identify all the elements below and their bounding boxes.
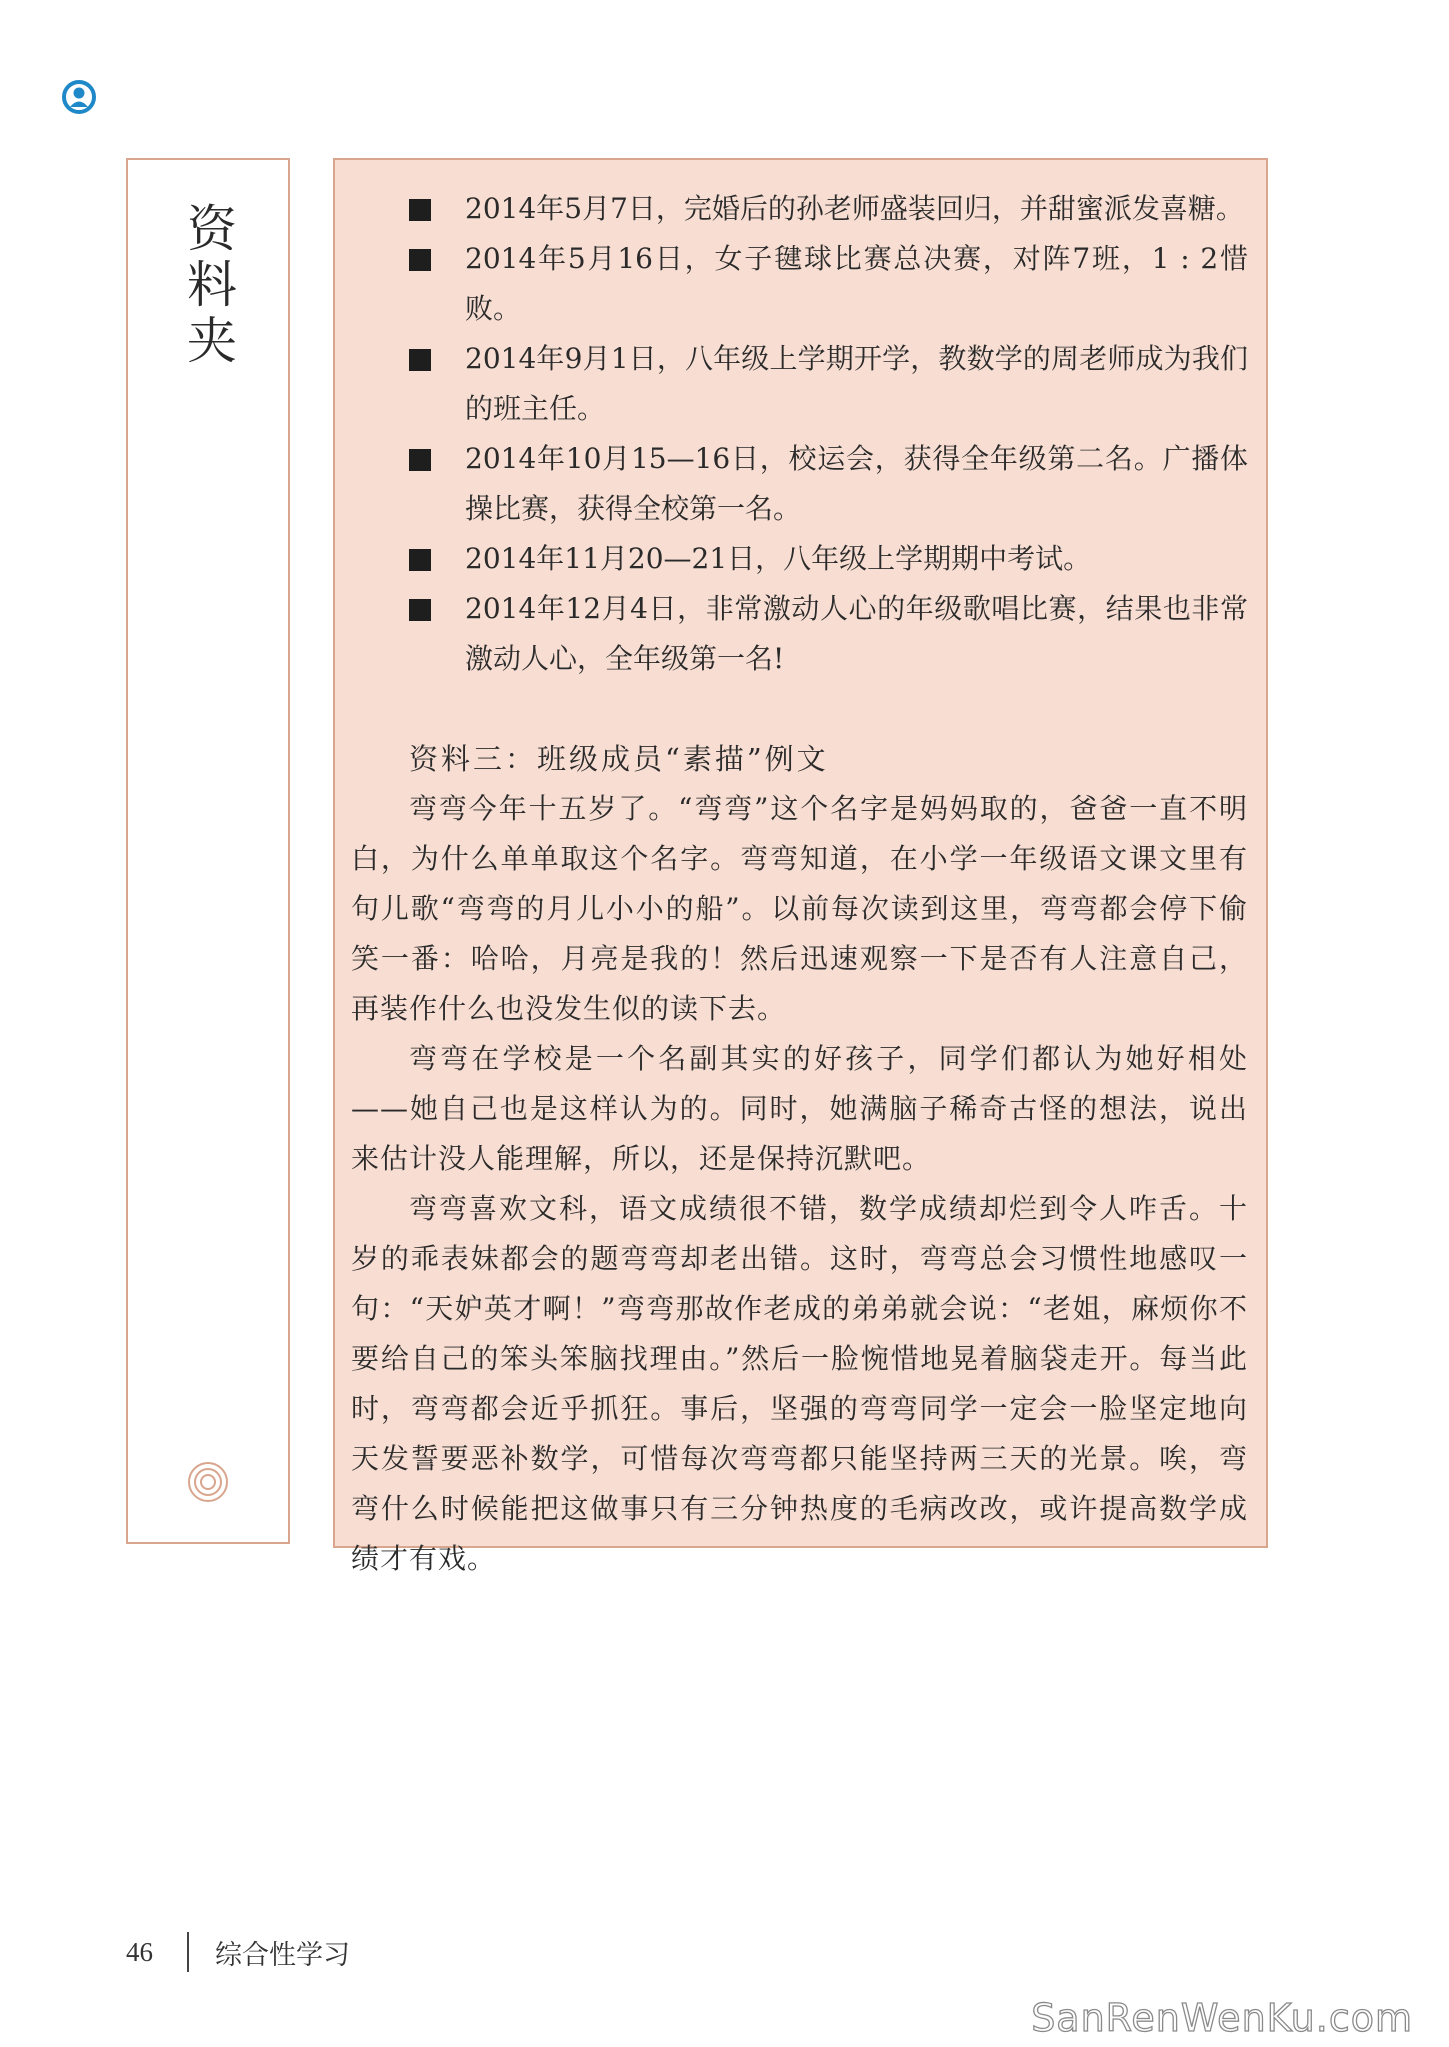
list-item: 2014年5月7日，完婚后的孙老师盛装回归，并甜蜜派发喜糖。 xyxy=(351,184,1248,234)
square-bullet-icon xyxy=(409,349,431,371)
footer-divider xyxy=(187,1932,189,1972)
list-item: 2014年9月1日，八年级上学期开学，教数学的周老师成为我们的班主任。 xyxy=(351,334,1248,434)
content-box xyxy=(333,158,1268,1575)
side-panel xyxy=(126,158,290,1544)
paragraph: 弯弯在学校是一个名副其实的好孩子，同学们都认为她好相处——她自己也是这样认为的。同时，她满脑子稀奇古怪的想法，说出来估计没人能理解，所以，还是保持沉默吧。 xyxy=(351,1042,1248,1175)
square-bullet-icon xyxy=(409,449,431,471)
paragraph: 弯弯今年十五岁了。“弯弯”这个名字是妈妈取的，爸爸一直不明白，为什么单单取这个名字。弯弯知道，在小学一年级语文课文里有句儿歌“弯弯的月儿小小的船”。以前每次读到这里，弯弯都会停下偷笑一番：哈哈，月亮是我的！然后迅速观察一下是否有人注意自己，再装作什么也没发生似的读下去。 xyxy=(351,792,1248,1025)
paragraph: 弯弯喜欢文科，语文成绩很不错，数学成绩却烂到令人咋舌。十岁的乖表妹都会的题弯弯却老出错。这时，弯弯总会习惯性地感叹一句：“天妒英才啊！”弯弯那故作老成的弟弟就会说：“老姐，麻烦你不要给自己的笨头笨脑找理由。”然后一脸惋惜地晃着脑袋走开。每当此时，弯弯都会近乎抓狂。事后，坚强的弯弯同学一定会一脸坚定地向天发誓要恶补数学，可惜每次弯弯都只能坚持两三天的光景。唉，弯弯什么时候能把这做事只有三分钟热度的毛病改改，或许提高数学成绩才有戏。 xyxy=(351,1192,1248,1575)
side-panel-title: 资料夹 xyxy=(179,202,237,370)
list-item: 2014年5月16日，女子毽球比赛总决赛，对阵7班，1 : 2惜败。 xyxy=(351,234,1248,334)
square-bullet-icon xyxy=(409,249,431,271)
list-item: 2014年11月20—21日，八年级上学期期中考试。 xyxy=(351,534,1248,584)
square-bullet-icon xyxy=(409,549,431,571)
list-item: 2014年12月4日，非常激动人心的年级歌唱比赛，结果也非常激动人心，全年级第一名! xyxy=(351,584,1248,684)
person-circle-icon xyxy=(62,80,96,114)
page-number: 46 xyxy=(126,1936,153,1967)
watermark: SanRenWenKu.com xyxy=(1031,1996,1413,2040)
timeline-list xyxy=(351,184,1248,684)
square-bullet-icon xyxy=(409,199,431,221)
page-footer xyxy=(126,1932,350,1972)
footer-section-title: 综合性学习 xyxy=(215,1939,350,1971)
concentric-rings-icon xyxy=(186,1460,230,1504)
square-bullet-icon xyxy=(409,599,431,621)
list-item: 2014年10月15—16日，校运会，获得全年级第二名。广播体操比赛，获得全校第一名。 xyxy=(351,434,1248,534)
section-heading: 资料三：班级成员“素描”例文 xyxy=(409,742,829,776)
